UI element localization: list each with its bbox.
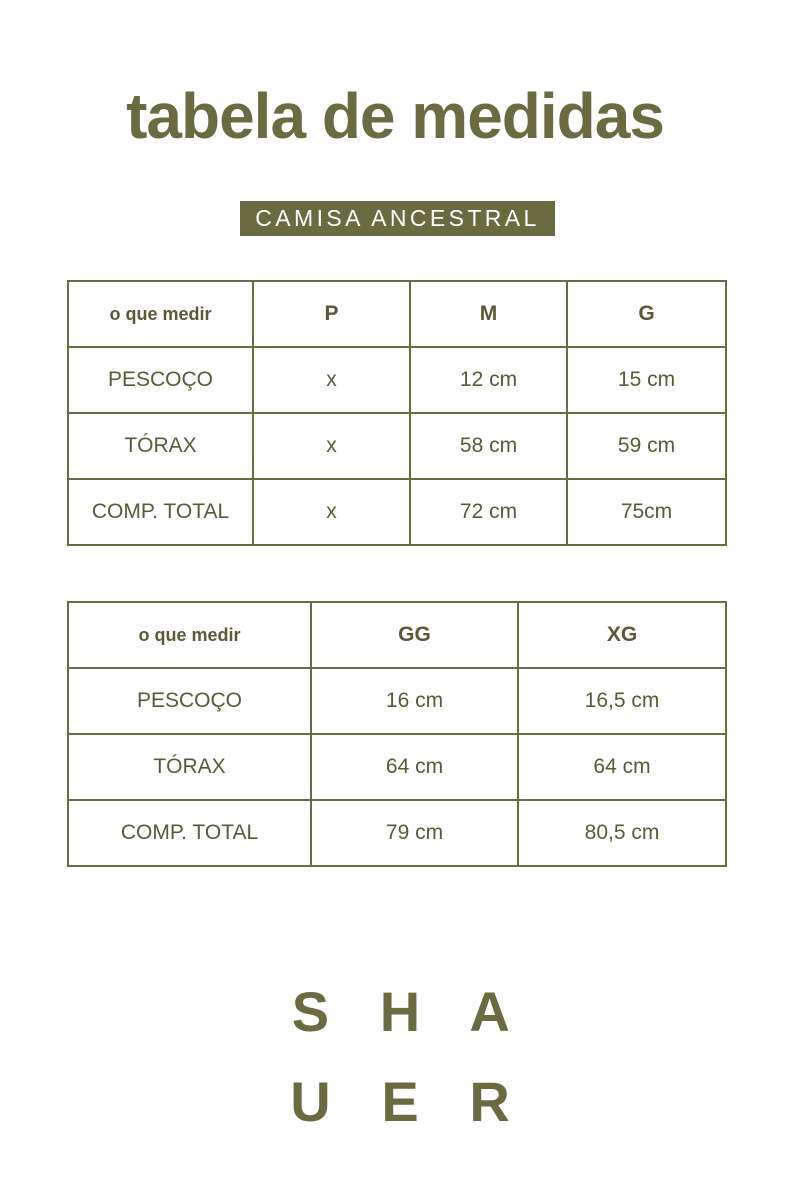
header-cell-measure: o que medir [68,281,253,347]
table-row [68,347,726,413]
cell-value: 16,5 cm [518,668,726,734]
logo-letter: H [379,980,421,1043]
table-header-row [68,281,726,347]
cell-value: x [253,413,410,479]
table-row [68,668,726,734]
header-cell-size-g: G [567,281,726,347]
cell-value: 64 cm [311,734,518,800]
brand-logo-line-1 [0,982,800,1042]
header-cell-size-p: P [253,281,410,347]
header-cell-measure: o que medir [68,602,311,668]
cell-value: 64 cm [518,734,726,800]
logo-letter: R [469,1070,510,1133]
logo-letter: S [291,980,330,1043]
cell-value: 58 cm [410,413,567,479]
size-table-gg-xg [67,601,727,867]
row-label-neck: PESCOÇO [68,347,253,413]
brand-logo-line-2 [0,1072,800,1132]
cell-value: x [253,479,410,545]
cell-value: 12 cm [410,347,567,413]
cell-value: 79 cm [311,800,518,866]
row-label-chest: TÓRAX [68,413,253,479]
cell-value: 59 cm [567,413,726,479]
cell-value: x [253,347,410,413]
logo-letter: E [381,1070,419,1133]
page-title: tabela de medidas [126,80,664,152]
product-name-badge: CAMISA ANCESTRAL [240,201,555,236]
cell-value: 80,5 cm [518,800,726,866]
table-row [68,479,726,545]
header-cell-size-gg: GG [311,602,518,668]
cell-value: 75cm [567,479,726,545]
table-row [68,734,726,800]
cell-value: 15 cm [567,347,726,413]
logo-letter: U [290,1070,331,1133]
row-label-chest: TÓRAX [68,734,311,800]
size-table-p-m-g [67,280,727,546]
header-cell-size-xg: XG [518,602,726,668]
header-cell-size-m: M [410,281,567,347]
cell-value: 72 cm [410,479,567,545]
table-row [68,413,726,479]
row-label-neck: PESCOÇO [68,668,311,734]
table-row [68,800,726,866]
row-label-total-length: COMP. TOTAL [68,479,253,545]
cell-value: 16 cm [311,668,518,734]
row-label-total-length: COMP. TOTAL [68,800,311,866]
logo-letter: A [469,980,510,1043]
table-header-row [68,602,726,668]
